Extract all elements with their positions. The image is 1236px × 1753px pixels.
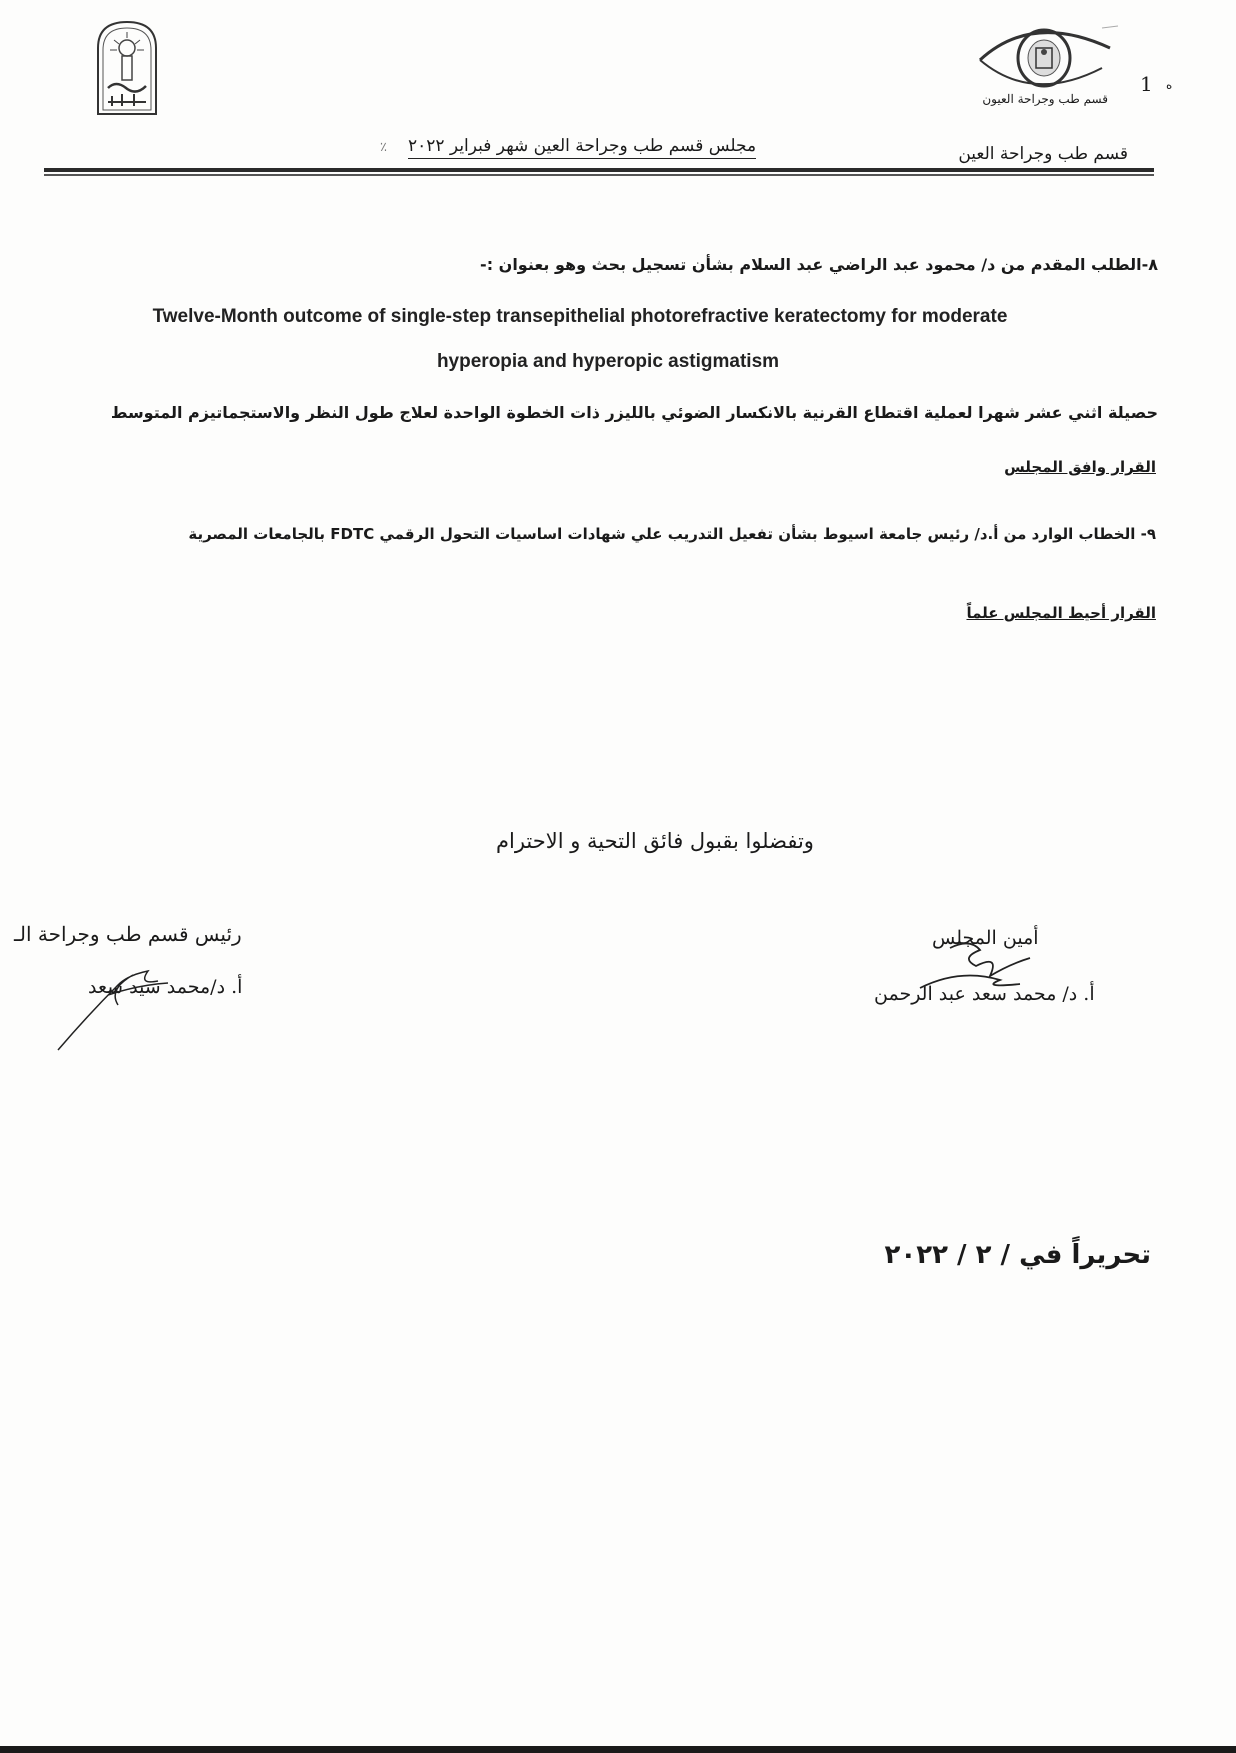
department-name: قسم طب وجراحة العين bbox=[958, 144, 1128, 164]
secretary-name: أ. د/ محمد سعد عبد الرحمن bbox=[874, 983, 1095, 1005]
research-title-en-line-1: Twelve-Month outcome of single-step transepithelial photorefractive keratectomy for moderate bbox=[152, 306, 1008, 327]
research-title-ar: حصيلة اثني عشر شهرا لعملية اقتطاع القرنية بالانكسار الضوئي بالليزر ذات الخطوة الواحدة لعلاج طول النظر والاستجماتيزم المتوسط bbox=[110, 403, 1158, 422]
university-logo bbox=[92, 18, 162, 116]
eye-department-logo bbox=[972, 18, 1122, 102]
chair-role: رئيس قسم طب وجراحة الـ bbox=[14, 922, 242, 946]
research-title-en-line-2: hyperopia and hyperopic astigmatism bbox=[436, 351, 780, 372]
item-8-request: ٨-الطلب المقدم من د/ محمود عبد الراضي عبد السلام بشأن تسجيل بحث وهو بعنوان :- bbox=[480, 255, 1158, 274]
chair-name: أ. د/محمد سيد سعد bbox=[88, 976, 243, 998]
chair-signature bbox=[48, 955, 178, 1055]
dept-logo-caption: قسم طب وجراحة العيون bbox=[982, 92, 1108, 106]
council-title: مجلس قسم طب وجراحة العين شهر فبراير ٢٠٢٢ bbox=[408, 136, 756, 159]
item-8-decision: القرار وافق المجلس bbox=[1004, 458, 1156, 476]
header-rule-thick bbox=[44, 168, 1154, 172]
scan-bottom-edge bbox=[0, 1746, 1236, 1753]
header-rule-thin bbox=[44, 174, 1154, 176]
item-9-letter: ٩- الخطاب الوارد من أ.د/ رئيس جامعة اسيوط بشأن تفعيل التدريب علي شهادات اساسيات التحول الرقمي FDTC بالجامعات المصرية bbox=[188, 525, 1156, 543]
closing-greeting: وتفضلوا بقبول فائق التحية و الاحترام bbox=[496, 829, 814, 853]
date-line: تحريراً في / ٢ / ٢٠٢٢ bbox=[884, 1240, 1151, 1270]
item-9-decision: القرار أحيط المجلس علماً bbox=[966, 604, 1156, 622]
title-mark: ٪ bbox=[380, 140, 387, 155]
secretary-role: أمين المجلس bbox=[932, 927, 1039, 949]
page-mark: ه bbox=[1166, 78, 1173, 92]
page-number: 1 bbox=[1140, 72, 1153, 96]
secretary-signature bbox=[880, 918, 1040, 1008]
